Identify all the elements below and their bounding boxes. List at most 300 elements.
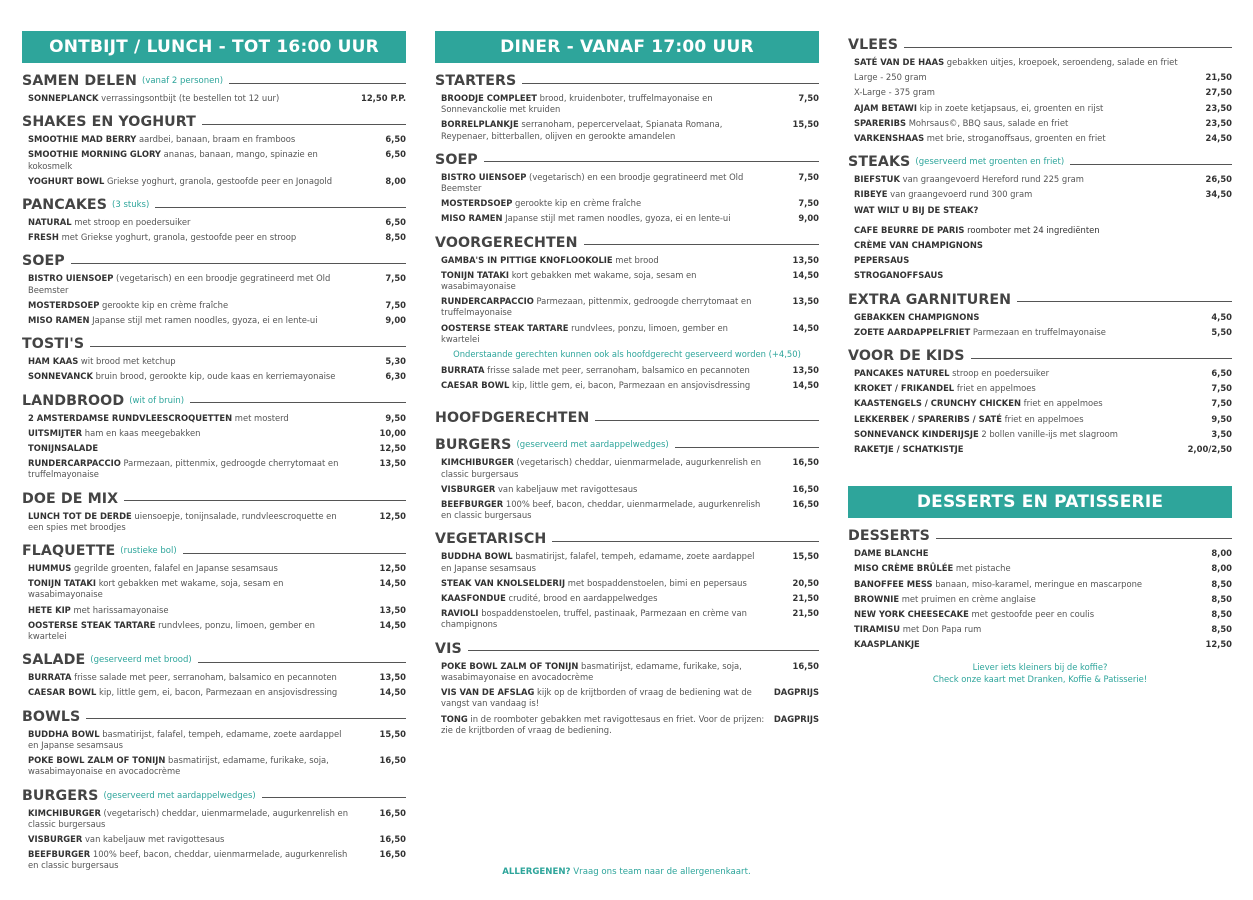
- diner-sections-b: [435, 436, 819, 735]
- item-name: BEEFBURGER: [441, 499, 504, 510]
- sauce-list: [848, 225, 1232, 282]
- sauce-item: [848, 270, 1232, 281]
- item-name: MISO RAMEN: [28, 315, 90, 326]
- item-desc: rundvlees, ponzu, limoen, gember en kwartelei: [441, 322, 728, 344]
- item-text: [441, 255, 659, 266]
- item-name: SONNEPLANCK: [28, 93, 99, 103]
- section-header: [848, 153, 1232, 171]
- item-text: [441, 661, 766, 683]
- sauce-name: STROGANOFFSAUS: [854, 270, 944, 281]
- item-name: LUNCH TOT DE DERDE: [28, 510, 132, 521]
- allergen-text: Vraag ons team naar de allergenenkaart.: [570, 867, 751, 877]
- section-header: [22, 392, 406, 410]
- menu-section: [22, 708, 406, 778]
- item-name: BEEFBURGER: [28, 849, 91, 860]
- item-text: [441, 499, 766, 521]
- item-price: 2,00/2,50: [1187, 444, 1232, 455]
- item-name: BUDDHA BOWL: [441, 551, 513, 562]
- item-name: TONIJN TATAKI: [441, 269, 510, 280]
- item-price: 7,50: [1211, 383, 1232, 394]
- item-text: [441, 198, 641, 209]
- divider: [71, 263, 406, 264]
- section-title: PANCAKES: [22, 197, 108, 214]
- menu-item: [435, 608, 819, 630]
- menu-item: [848, 57, 1232, 68]
- item-name: BROWNIE: [854, 593, 900, 604]
- section-title: SHAKES EN YOGHURT: [22, 114, 196, 131]
- item-name: HETE KIP: [28, 604, 71, 615]
- section-header: [435, 530, 819, 548]
- menu-section: [22, 196, 406, 243]
- menu-item: [435, 296, 819, 318]
- section-title: VIS: [435, 640, 462, 657]
- section-title: TOSTI'S: [22, 336, 85, 353]
- divider: [468, 650, 819, 651]
- menu-item: [848, 189, 1232, 200]
- item-desc: Parmezaan en truffelmayonaise: [970, 326, 1106, 337]
- menu-item: [435, 323, 819, 345]
- divider: [1070, 164, 1232, 165]
- menu-section: [22, 651, 406, 698]
- item-desc: gegrilde groenten, falafel en Japanse sesamsaus: [71, 563, 278, 574]
- item-text: [441, 687, 766, 709]
- item-desc: rundvlees, ponzu, limoen, gember en kwartelei: [28, 619, 315, 642]
- voorgerecht-note: Onderstaande gerechten kunnen ook als hoofdgerecht geserveerd worden (+4,50): [453, 349, 801, 360]
- menu-item: [848, 327, 1232, 338]
- item-price: 12,50: [379, 443, 406, 454]
- section-title: BURGERS: [22, 787, 99, 804]
- item-desc: frisse salade met peer, serranoham, balsamico en pecannoten: [71, 672, 337, 683]
- item-desc: met Griekse yoghurt, granola, gestoofde peer en stroop: [58, 232, 297, 243]
- extra-sections: [848, 291, 1232, 456]
- sauce-question: WAT WILT U BIJ DE STEAK?: [854, 204, 979, 215]
- item-desc: met brood: [612, 254, 659, 265]
- item-text: [28, 808, 353, 830]
- item-price: 6,50: [385, 134, 406, 145]
- item-price: 9,00: [385, 315, 406, 326]
- item-desc: bospaddenstoelen, truffel, pastinaak, Parmezaan en crème van champignons: [441, 608, 747, 630]
- item-price: 27,50: [1205, 87, 1232, 98]
- item-text: [441, 484, 637, 495]
- item-name: SMOOTHIE MORNING GLORY: [28, 149, 161, 160]
- divider: [202, 124, 406, 125]
- menu-item: [435, 270, 819, 292]
- item-text: [441, 551, 766, 573]
- item-price: 16,50: [379, 755, 406, 766]
- section-title: EXTRA GARNITUREN: [848, 291, 1012, 308]
- section-note: (geserveerd met aardappelwedges): [516, 440, 669, 451]
- item-text: [28, 620, 353, 642]
- item-text: [854, 609, 1094, 620]
- item-price: 13,50: [379, 458, 406, 469]
- divider: [190, 402, 406, 403]
- item-price: 9,00: [798, 213, 819, 224]
- menu-item: [22, 672, 406, 683]
- item-name: KAASPLANKJE: [854, 639, 920, 650]
- section-note: (geserveerd met groenten en friet): [915, 157, 1065, 168]
- menu-item: [435, 499, 819, 521]
- menu-item: [22, 563, 406, 574]
- menu-item: [435, 457, 819, 479]
- menu-item: [848, 383, 1232, 394]
- item-text: [441, 457, 766, 479]
- item-name: CAESAR BOWL: [28, 687, 97, 698]
- menu-item: [22, 578, 406, 600]
- item-price: 14,50: [379, 619, 406, 630]
- section-note: (geserveerd met aardappelwedges): [103, 790, 256, 801]
- section-header: [848, 347, 1232, 365]
- item-desc: gerookte kip en crème fraîche: [512, 198, 642, 209]
- coffee-note-line-2: Check onze kaart met Dranken, Koffie & Patisserie!: [932, 673, 1148, 684]
- item-text: [28, 149, 353, 171]
- item-desc: 100% beef, bacon, cheddar, uienmarmelade, augurkenrelish en classic burgersaus: [441, 499, 761, 521]
- lunch-sections: [22, 72, 406, 872]
- item-price: 8,50: [385, 232, 406, 243]
- item-text: [441, 93, 766, 115]
- item-price: 13,50: [792, 254, 819, 265]
- item-name: 2 AMSTERDAMSE RUNDVLEESCROQUETTEN: [28, 412, 233, 423]
- item-price: 5,50: [1211, 326, 1232, 337]
- menu-item: [435, 380, 819, 391]
- item-price: 13,50: [379, 672, 406, 683]
- item-price: 12,50: [1205, 639, 1232, 650]
- item-desc: frisse salade met peer, serranoham, balsamico en pecannoten: [484, 365, 750, 376]
- item-text: [441, 380, 750, 391]
- item-desc: in de roomboter gebakken met ravigottesaus en friet. Voor de prijzen: zie de krijtborden of vraag de bediening.: [441, 713, 765, 735]
- item-desc: Griekse yoghurt, granola, gestoofde peer en Jonagold: [104, 175, 333, 186]
- item-price: 14,50: [792, 380, 819, 391]
- section-header: [435, 72, 819, 90]
- menu-item: [848, 414, 1232, 425]
- item-price: 8,00: [1211, 548, 1232, 559]
- section-title: VLEES: [848, 37, 899, 53]
- item-text: [28, 315, 318, 326]
- item-price: 15,50: [792, 551, 819, 562]
- item-name: RUNDERCARPACCIO: [441, 296, 534, 307]
- menu-item: [22, 217, 406, 228]
- menu-item: [848, 312, 1232, 323]
- diner-banner: DINER - VANAF 17:00 UUR: [435, 31, 819, 63]
- section-header: [848, 36, 1232, 54]
- menu-item: [848, 444, 1232, 455]
- divider: [86, 718, 406, 719]
- item-name: STEAK VAN KNOLSELDERIJ: [441, 577, 566, 588]
- item-desc: uiensoepje, tonijnsalade, rundvleescroquette en een spies met broodjes: [28, 510, 337, 532]
- menu-section: [22, 113, 406, 187]
- item-text: [28, 563, 278, 574]
- item-text: [28, 93, 279, 104]
- item-text: [28, 232, 296, 243]
- menu-item: [22, 729, 406, 751]
- item-name: BIEFSTUK: [854, 174, 900, 185]
- sauce-desc: roomboter met 24 ingrediënten: [964, 224, 1100, 235]
- menu-item: [22, 273, 406, 295]
- section-header: [22, 335, 406, 353]
- item-price: 21,50: [1205, 72, 1232, 83]
- section-header: [435, 234, 819, 252]
- item-desc: Mohrsaus©, BBQ saus, salade en friet: [906, 117, 1069, 128]
- column-lunch: [22, 31, 406, 876]
- item-text: [28, 273, 353, 295]
- menu-item: [22, 300, 406, 311]
- item-name: BISTRO UIENSOEP: [28, 273, 114, 284]
- item-name: RUNDERCARPACCIO: [28, 458, 121, 469]
- voorgerecht-extra-items: [435, 365, 819, 391]
- hoofdgerechten-section: [435, 409, 819, 427]
- item-name: HUMMUS: [28, 563, 72, 574]
- section-header: [848, 527, 1232, 545]
- diner-sections-a: [435, 72, 819, 345]
- item-price: 16,50: [379, 833, 406, 844]
- section-note: (geserveerd met brood): [90, 655, 192, 666]
- item-desc: met Don Papa rum: [900, 624, 982, 635]
- menu-section: [848, 291, 1232, 338]
- sauce-item: [848, 225, 1232, 236]
- item-price: DAGPRIJS: [773, 687, 819, 698]
- item-text: [441, 296, 766, 318]
- item-price: 6,50: [1211, 368, 1232, 379]
- section-title: VOORGERECHTEN: [435, 234, 578, 251]
- menu-section: [435, 72, 819, 142]
- item-name: KIMCHIBURGER: [28, 807, 101, 818]
- item-desc: met gestoofde peer en coulis: [968, 609, 1095, 620]
- sauce-item: [848, 255, 1232, 266]
- menu-item: [22, 315, 406, 326]
- item-price: 16,50: [379, 807, 406, 818]
- item-text: [854, 548, 929, 559]
- divider: [675, 447, 819, 448]
- menu-item: [22, 834, 406, 845]
- divider: [936, 538, 1232, 539]
- item-desc: kip, little gem, ei, bacon, Parmezaan en ansjovisdressing: [509, 380, 751, 391]
- item-text: [441, 213, 731, 224]
- item-price: 13,50: [792, 365, 819, 376]
- section-note: (vanaf 2 personen): [142, 76, 224, 86]
- menu-section: [435, 234, 819, 345]
- item-text: [441, 608, 766, 630]
- item-text: [28, 458, 353, 480]
- desserts-banner: DESSERTS EN PATISSERIE: [848, 486, 1232, 518]
- divider: [183, 553, 406, 554]
- item-desc: kijk op de krijtborden of vraag de bediening wat de vangst van vandaag is!: [441, 687, 752, 709]
- item-text: [854, 72, 927, 83]
- item-text: [854, 87, 935, 98]
- item-desc: van graangevoerd Hereford rund 225 gram: [899, 174, 1084, 185]
- item-name: RIBEYE: [854, 189, 888, 200]
- vlees-sections: [848, 36, 1232, 201]
- item-desc: 100% beef, bacon, cheddar, uienmarmelade, augurkenrelish en classic burgersaus: [28, 849, 348, 871]
- item-name: NEW YORK CHEESECAKE: [854, 609, 969, 620]
- item-name: SONNEVANCK KINDERIJSJE: [854, 428, 979, 439]
- item-text: [441, 714, 766, 736]
- section-note: (3 stuks): [112, 200, 150, 211]
- allergen-footer: [0, 867, 1253, 877]
- item-price: 9,50: [1211, 413, 1232, 424]
- item-text: [854, 624, 981, 635]
- item-name: OOSTERSE STEAK TARTARE: [441, 322, 569, 333]
- sauce-item: [848, 240, 1232, 251]
- item-text: [28, 605, 168, 616]
- coffee-note-line-1: Liever iets kleiners bij de koffie?: [972, 661, 1108, 672]
- menu-item: [435, 687, 819, 709]
- item-name: KAASFONDUE: [441, 593, 506, 604]
- menu-item: [22, 511, 406, 533]
- item-price: 7,50: [385, 273, 406, 284]
- divider: [552, 541, 819, 542]
- item-text: [28, 687, 337, 698]
- item-price: 12,50 P.P.: [361, 93, 406, 103]
- item-text: [28, 755, 353, 777]
- item-text: [28, 413, 289, 424]
- section-header: [22, 72, 406, 90]
- section-title: SAMEN DELEN: [22, 73, 137, 89]
- item-name: MOSTERDSOEP: [441, 198, 513, 209]
- item-desc: Japanse stijl met ramen noodles, gyoza, ei en lente-ui: [502, 213, 731, 224]
- item-text: [441, 578, 747, 589]
- item-text: [441, 365, 750, 376]
- item-desc: (vegetarisch) cheddar, uienmarmelade, augurkenrelish en classic burgersaus: [28, 807, 349, 829]
- item-price: 12,50: [379, 510, 406, 521]
- item-name: DAME BLANCHE: [854, 548, 929, 559]
- menu-item: [22, 134, 406, 145]
- menu-item: [22, 428, 406, 439]
- divider: [262, 797, 406, 798]
- item-name: FRESH: [28, 232, 59, 243]
- section-title: BOWLS: [22, 708, 81, 725]
- item-price: 16,50: [792, 660, 819, 671]
- menu-section: [435, 151, 819, 225]
- section-title: STEAKS: [848, 154, 911, 171]
- menu-item: [848, 103, 1232, 114]
- sauce-name: CRÈME VAN CHAMPIGNONS: [854, 240, 983, 251]
- item-price: 4,50: [1211, 311, 1232, 322]
- desserts-section: [848, 527, 1232, 650]
- item-price: 13,50: [379, 604, 406, 615]
- item-name: POKE BOWL ZALM OF TONIJN: [28, 755, 166, 766]
- item-name: MISO RAMEN: [441, 213, 503, 224]
- menu-section: [22, 542, 406, 642]
- section-title: VEGETARISCH: [435, 531, 547, 548]
- item-price: 5,30: [385, 356, 406, 367]
- menu-item: [22, 458, 406, 480]
- item-price: 24,50: [1205, 133, 1232, 144]
- item-desc: van kabeljauw met ravigottesaus: [82, 833, 225, 844]
- item-desc: ananas, banaan, mango, spinazie en kokosmelk: [28, 149, 318, 171]
- item-text: [854, 639, 920, 650]
- menu-section: [22, 252, 406, 326]
- item-desc: stroop en poedersuiker: [949, 368, 1050, 379]
- item-name: RAKETJE / SCHATKISTJE: [854, 444, 964, 455]
- item-price: 8,00: [385, 175, 406, 186]
- menu-item: [22, 93, 406, 104]
- menu-section: [22, 392, 406, 481]
- item-desc: met pistache: [953, 563, 1011, 574]
- item-text: [854, 312, 979, 323]
- item-price: 21,50: [792, 608, 819, 619]
- menu-section: [848, 527, 1232, 650]
- section-header: [22, 787, 406, 805]
- item-desc: banaan, miso-karamel, meringue en mascarpone: [932, 578, 1143, 589]
- item-name: RAVIOLI: [441, 608, 479, 619]
- item-price: 26,50: [1205, 174, 1232, 185]
- menu-item: [848, 563, 1232, 574]
- item-text: [28, 356, 176, 367]
- item-text: [441, 119, 766, 141]
- item-text: [854, 327, 1106, 338]
- section-header: [22, 490, 406, 508]
- coffee-note: [848, 661, 1232, 685]
- section-header: [22, 708, 406, 726]
- item-name: NATURAL: [28, 217, 72, 228]
- menu-item: [22, 755, 406, 777]
- item-text: [28, 729, 353, 751]
- menu-section: [435, 640, 819, 736]
- section-header: [22, 252, 406, 270]
- section-header: [22, 542, 406, 560]
- section-note: (rustieke bol): [120, 546, 177, 557]
- item-price: 8,50: [1211, 593, 1232, 604]
- item-desc: (vegetarisch) cheddar, uienmarmelade, augurkenrelish en classic burgersaus: [441, 457, 762, 479]
- item-price: 3,50: [1211, 428, 1232, 439]
- item-text: [28, 578, 353, 600]
- item-name: CAESAR BOWL: [441, 380, 510, 391]
- section-title: FLAQUETTE: [22, 543, 116, 560]
- item-name: AJAM BETAWI: [854, 102, 917, 113]
- item-text: [441, 172, 766, 194]
- item-name: SONNEVANCK: [28, 371, 93, 382]
- item-desc: aardbei, banaan, braam en framboos: [136, 134, 296, 145]
- item-price: 8,00: [1211, 563, 1232, 574]
- item-price: 13,50: [792, 296, 819, 307]
- item-text: [28, 371, 335, 382]
- menu-item: [435, 119, 819, 141]
- menu-item: [848, 579, 1232, 590]
- menu-section: [848, 347, 1232, 455]
- menu-item: [22, 356, 406, 367]
- item-name: BURRATA: [441, 365, 485, 376]
- item-price: 7,50: [798, 171, 819, 182]
- divider: [484, 161, 819, 162]
- menu-item: [848, 174, 1232, 185]
- item-text: [854, 368, 1049, 379]
- menu-item: [22, 605, 406, 616]
- menu-item: [22, 687, 406, 698]
- item-desc: met mosterd: [232, 412, 289, 423]
- item-name: HAM KAAS: [28, 356, 79, 367]
- item-text: [28, 217, 190, 228]
- item-name: YOGHURT BOWL: [28, 175, 105, 186]
- item-price: 9,50: [385, 412, 406, 423]
- item-text: [441, 323, 766, 345]
- item-price: 23,50: [1205, 102, 1232, 113]
- item-name: KAASTENGELS / CRUNCHY CHICKEN: [854, 398, 1021, 409]
- item-desc: Parmezaan, pittenmix, gedroogde cherrytomaat en truffelmayonaise: [441, 296, 752, 318]
- item-name: PANCAKES NATUREL: [854, 368, 950, 379]
- section-title: VOOR DE KIDS: [848, 348, 965, 365]
- item-name: GEBAKKEN CHAMPIGNONS: [854, 311, 980, 322]
- divider: [1017, 301, 1232, 302]
- item-desc: met stroop en poedersuiker: [71, 217, 191, 228]
- section-header: [22, 651, 406, 669]
- item-price: 7,50: [798, 198, 819, 209]
- item-text: [854, 398, 1103, 409]
- item-name: ZOETE AARDAPPELFRIET: [854, 326, 971, 337]
- divider: [155, 207, 406, 208]
- menu-item: [848, 548, 1232, 559]
- item-price: 21,50: [792, 593, 819, 604]
- item-desc: (vegetarisch) en een broodje gegratineerd met Old Beemster: [28, 273, 331, 295]
- item-desc: van graangevoerd rund 300 gram: [887, 189, 1033, 200]
